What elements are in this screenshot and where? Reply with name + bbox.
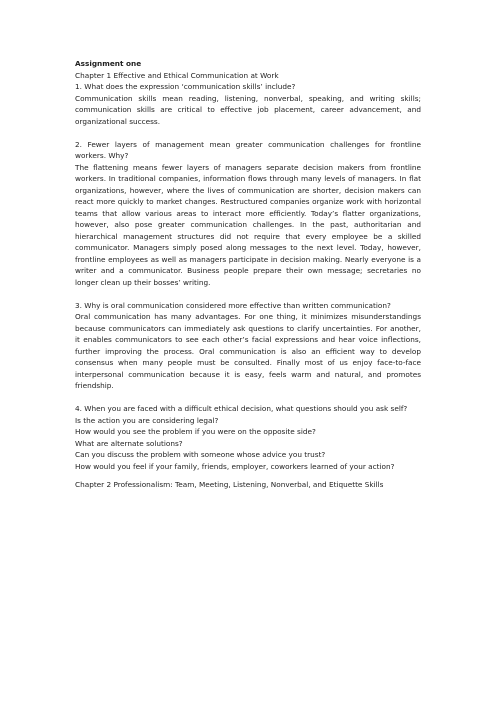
document-page bbox=[75, 58, 421, 491]
spacer bbox=[75, 288, 421, 300]
answer-3: Oral communication has many advantages. For one thing, it minimizes misunderstandings because communicators can immediately ask questions to clarify uncertainties. For another, it enables communicators to see each other’s facial expressions and hear voice inflections, further improving the process. Oral communication is also an efficient way to develop consensus when many people must be consulted. Finally most of us enjoy face-to-face interpersonal communication because it is easy, feels warm and natural, and promotes friendship. bbox=[75, 312, 421, 390]
spacer bbox=[75, 127, 421, 139]
spacer bbox=[75, 472, 421, 479]
chapter-1-heading: Chapter 1 Effective and Ethical Communication at Work bbox=[75, 70, 279, 80]
answer-4-line: How would you feel if your family, friends, employer, coworkers learned of your action? bbox=[75, 461, 395, 471]
answer-4-line: Is the action you are considering legal? bbox=[75, 415, 219, 425]
answer-2: The flattening means fewer layers of managers separate decision makers from frontline workers. In traditional companies, information flows through many levels of managers. In flat organizations, however, where the lives of communication are shorter, decision makers can react more quickly to market changes. Restructured companies organize work with horizontal teams that allow various areas to interact more efficiently. Today’s flatter organizations, however, also pose greater communication challenges. In the past, authoritarian and hierarchical management structures did not require that every employee be a skilled communicator. Managers simply posed along messages to the next level. Today, however, frontline employees as well as managers participate in decision making. Nearly everyone is a writer and a communicator. Business people prepare their own message; secretaries no longer clean up their bosses’ writing. bbox=[75, 162, 421, 287]
question-2: 2. Fewer layers of management mean greater communication challenges for frontline workers. Why? bbox=[75, 139, 421, 160]
question-4: 4. When you are faced with a difficult ethical decision, what questions should you ask self? bbox=[75, 404, 408, 413]
assignment-title: Assignment one bbox=[75, 59, 142, 68]
answer-4-line: What are alternate solutions? bbox=[75, 438, 183, 448]
chapter-2-heading: Chapter 2 Professionalism: Team, Meeting, Listening, Nonverbal, and Etiquette Skills bbox=[75, 480, 384, 489]
answer-1: Communication skills mean reading, listening, nonverbal, speaking, and writing skills; communication skills are critical to effective job placement, career advancement, and organizational success. bbox=[75, 93, 421, 126]
question-3: 3. Why is oral communication considered more effective than written communication? bbox=[75, 300, 391, 310]
answer-4-line: Can you discuss the problem with someone whose advice you trust? bbox=[75, 450, 326, 459]
question-1: 1. What does the expression ‘communication skills’ include? bbox=[75, 82, 296, 91]
spacer bbox=[75, 392, 421, 404]
answer-4-line: How would you see the problem if you were on the opposite side? bbox=[75, 427, 316, 436]
